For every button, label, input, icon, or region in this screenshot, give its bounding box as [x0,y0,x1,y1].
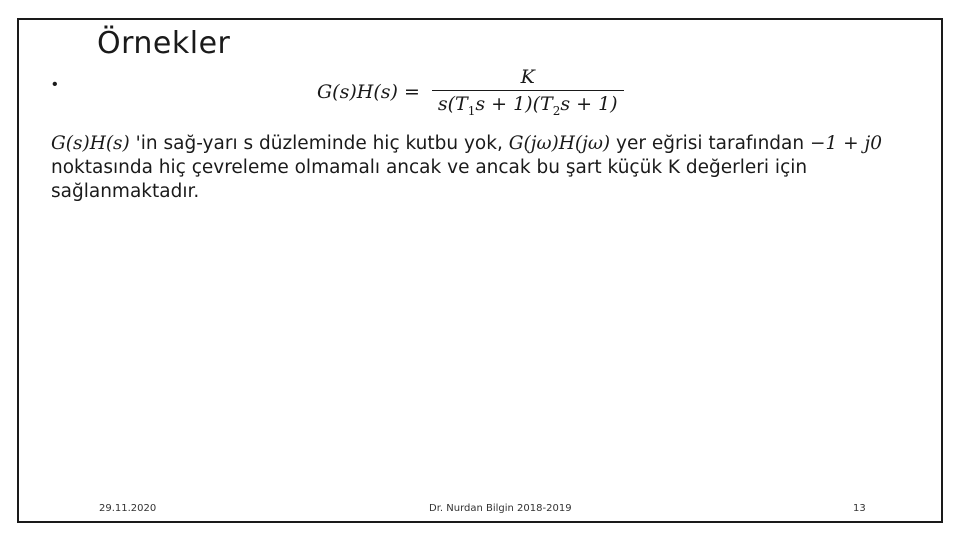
formula-denominator [432,90,624,118]
bullet-marker: • [52,76,58,93]
body-text-3: noktasında hiç çevreleme olmamalı ancak ve ancak bu şart küçük K değerleri için sağlanmaktadır. [51,157,808,202]
slide-title: Örnekler [97,26,231,61]
den-subscript-2: 2 [552,103,561,118]
formula-fraction [432,66,624,118]
den-subscript-1: 1 [467,103,476,118]
footer-author: Dr. Nurdan Bilgin 2018-2019 [429,503,572,514]
den-part-1: s(T [437,93,468,115]
body-math-gjw: G(jω)H(jω) [508,133,611,154]
body-math-point: −1 + j0 [809,133,883,154]
formula-numerator: K [520,66,535,88]
footer-date: 29.11.2020 [99,503,157,514]
body-paragraph [51,132,911,204]
body-text-2: yer eğrisi tarafından [610,133,810,154]
body-text-1: 'in sağ-yarı s düzleminde hiç kutbu yok, [129,133,509,154]
slide-frame [17,18,943,523]
transfer-function-formula [317,66,624,118]
den-part-2: s + 1)(T [475,93,553,115]
formula-lhs: G(s)H(s) = [317,80,420,103]
footer-page-number: 13 [853,503,866,514]
body-math-ghs: G(s)H(s) [51,133,130,154]
den-part-3: s + 1) [560,93,618,115]
